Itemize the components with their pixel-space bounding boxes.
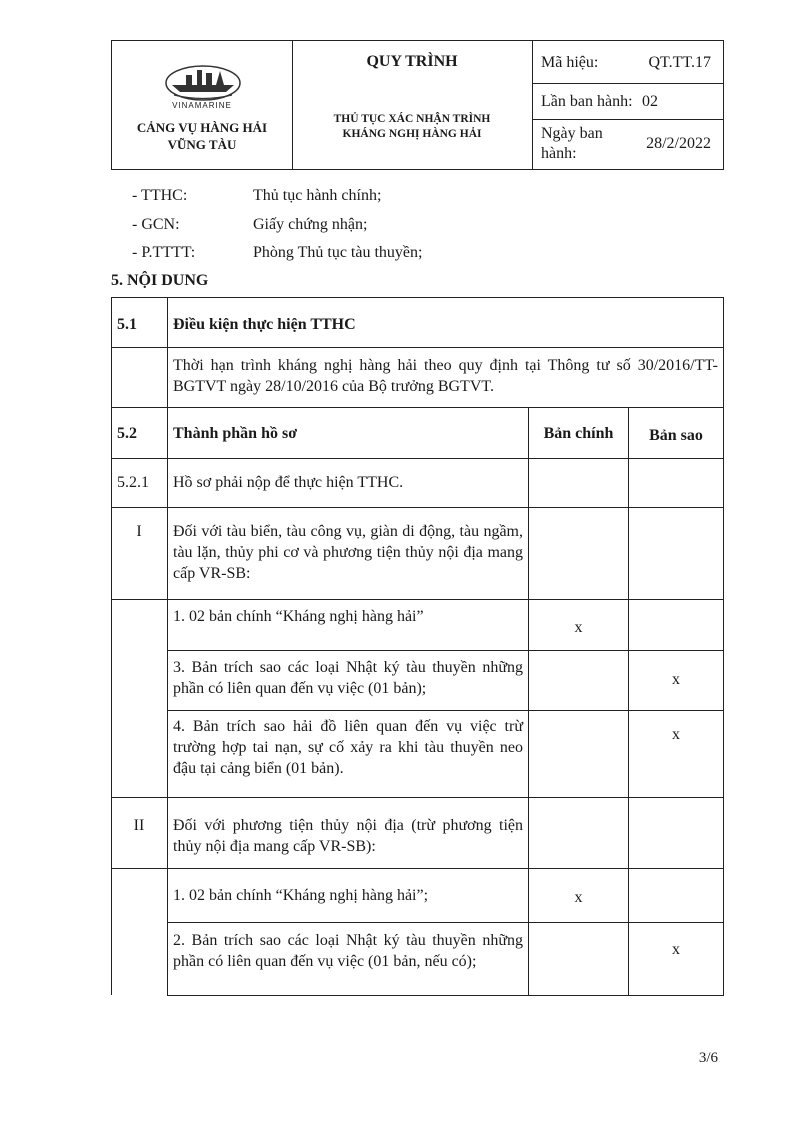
abbreviation-value: Giấy chứng nhận; (253, 216, 368, 233)
page-number: 3/6 (698, 1050, 718, 1066)
date-label: Ngày ban hành: (541, 125, 603, 162)
edition-value: 02 (642, 93, 658, 110)
date-value: 28/2/2022 (646, 135, 711, 152)
section-heading: 5. NỘI DUNG (111, 272, 209, 289)
vinamarine-logo (164, 61, 242, 103)
document-type: QUY TRÌNH (366, 53, 458, 70)
abbreviation-key: - P.TTTT: (132, 244, 196, 261)
abbreviation-key: - GCN: (132, 216, 180, 233)
group-number: II (133, 817, 145, 834)
code-value: QT.TT.17 (648, 54, 711, 71)
title-cell (292, 41, 533, 169)
section-number: 5.1 (117, 316, 137, 333)
section-number: 5.2 (117, 425, 137, 442)
section-title: Thành phần hồ sơ (173, 425, 298, 442)
original-mark: x (574, 889, 583, 906)
copy-mark: x (672, 726, 680, 743)
section-title: Điều kiện thực hiện TTHC (173, 316, 356, 333)
document-item: 1. 02 bản chính “Kháng nghị hàng hải”; (173, 887, 429, 904)
group-text: Đối với phương tiện thủy nội địa (trừ phương tiện thủy nội địa mang cấp VR-SB): (173, 817, 523, 855)
date-row (532, 120, 723, 169)
condition-text: Thời hạn trình kháng nghị hàng hải theo quy định tại Thông tư số 30/2016/TT-BGTVT ngày 28/10/2016 của Bộ trưởng BGTVT. (173, 357, 718, 395)
column-header-copy: Bản sao (649, 427, 703, 444)
abbreviation-value: Phòng Thủ tục tàu thuyền; (253, 244, 423, 261)
abbreviation-key: - TTHC: (132, 187, 188, 204)
document-item: 2. Bản trích sao các loại Nhật ký tàu thuyền những phần có liên quan đến vụ việc (01 bản, nếu có); (173, 932, 523, 970)
document-item: 3. Bản trích sao các loại Nhật ký tàu thuyền những phần có liên quan đến vụ việc (01 bản); (173, 659, 523, 697)
document-subtitle: THỦ TỤC XÁC NHẬN TRÌNH KHÁNG NGHỊ HÀNG HẢI (333, 113, 491, 140)
group-text: Đối với tàu biển, tàu công vụ, giàn di động, tàu ngầm, tàu lặn, thủy phi cơ và phương tiện thủy nội địa mang cấp VR-SB: (173, 523, 523, 582)
subsection-text: Hồ sơ phải nộp để thực hiện TTHC. (173, 474, 404, 491)
code-label: Mã hiệu: (541, 54, 599, 71)
document-header (111, 40, 724, 170)
document-item: 4. Bản trích sao hải đồ liên quan đến vụ việc trừ trường hợp tai nạn, sự cố xảy ra khi tàu thuyền neo đậu tại cảng biển (01 bản). (173, 718, 523, 777)
edition-label: Lần ban hành: (541, 93, 633, 110)
document-item: 1. 02 bản chính “Kháng nghị hàng hải” (173, 608, 424, 625)
org-name: CẢNG VỤ HÀNG HẢI VŨNG TÀU (136, 120, 268, 152)
abbreviation-value: Thủ tục hành chính; (253, 187, 382, 204)
organization-cell (112, 41, 293, 169)
column-header-original: Bản chính (543, 425, 614, 442)
copy-mark: x (672, 941, 680, 958)
original-mark: x (574, 619, 583, 636)
edition-row (532, 84, 723, 120)
group-number: I (136, 523, 142, 540)
meta-cell (532, 41, 723, 169)
subsection-number: 5.2.1 (117, 474, 149, 491)
copy-mark: x (672, 671, 680, 688)
org-short-name: VINAMARINE (172, 101, 232, 110)
code-row (532, 41, 723, 84)
